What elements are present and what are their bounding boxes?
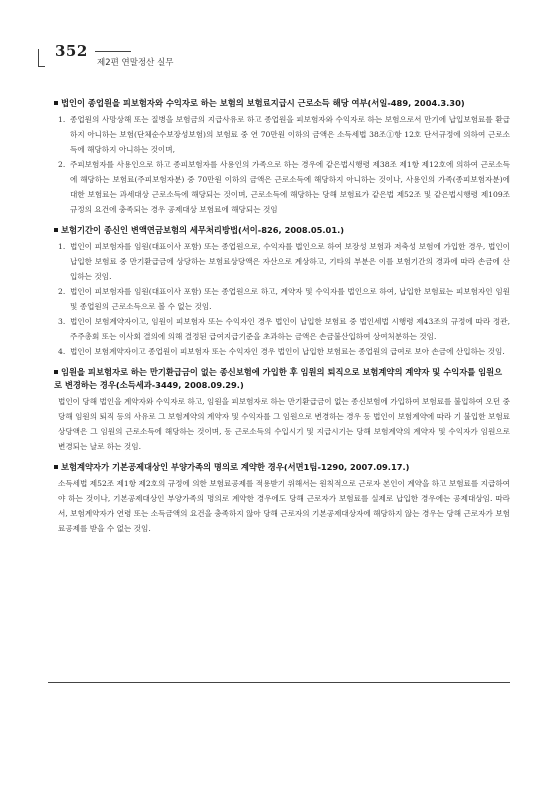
- entry-title-text: 법인이 종업원을 피보험자와 수익자로 하는 보험의 보험료지급시 근로소득 해당 여부(서일-489, 2004.3.30): [61, 98, 465, 108]
- list-item: [58, 284, 510, 314]
- entry-title: [54, 461, 510, 474]
- item-text: 종업원의 사망상해 또는 질병을 보험금의 지급사유로 하고 종업원을 피보험자와 수익자로 하는 보험으로서 만기에 납입보험료를 환급하지 아니하는 보험(단체순수보장성보험)의 보험료 중 연 70만원 이하의 금액은 소득세법 38조①항 12호 단서규정에 의하여 근로소득에 해당하지 아니하는 것이며,: [70, 115, 510, 154]
- entry-title: [54, 366, 510, 392]
- item-number: 4.: [58, 347, 66, 356]
- square-bullet-icon: [54, 465, 58, 469]
- square-bullet-icon: [54, 370, 58, 374]
- ruling-entry-4: [58, 461, 510, 536]
- square-bullet-icon: [54, 101, 58, 105]
- item-text: 법인이 피보험자를 임원(대표이사 포함) 또는 종업원으로 하고, 계약자 및 수익자를 법인으로 하여, 납입한 보험료는 피보험자인 임원 및 종업원의 근로소득으로 볼 수 없는 것임.: [70, 287, 510, 311]
- document-body: [54, 97, 510, 543]
- numbered-list: [58, 239, 510, 359]
- header-bracket-decoration: [38, 49, 45, 67]
- header-rule: [95, 51, 131, 52]
- numbered-list: [58, 112, 510, 217]
- list-item: [58, 112, 510, 157]
- bottom-divider: [48, 682, 510, 683]
- entry-body: 소득세법 제52조 제1항 제2호의 규정에 의한 보험료공제를 적용받기 위해서는 원칙적으로 근로자 본인이 계약을 하고 보험료를 지급하여야 하는 것이나, 기본공제대상인 부양가족의 명의로 계약한 경우에도 당해 근로자가 보험료를 실제로 납입한 경우에는 공제대상임. 따라서, 보험계약자가 연령 또는 소득금액의 요건을 충족하지 않아 당해 근로자의 기본공제대상자에 해당하지 않는 경우는 당해 근로자가 보험료공제를 받을 수 없는 것임.: [58, 479, 510, 533]
- item-number: 2.: [58, 160, 66, 169]
- item-number: 2.: [58, 287, 66, 296]
- ruling-entry-3: [54, 366, 510, 454]
- list-item: [58, 314, 510, 344]
- item-number: 1.: [58, 242, 66, 251]
- item-text: 법인이 보험계약자이고, 임원이 피보험자 또는 수익자인 경우 법인이 납입한 보험료 중 법인세법 시행령 제43조의 규정에 따라 정관, 주주총회 또는 이사회 결의에 의해 결정된 급여지급기준을 초과하는 금액은 손금불산입하여 상여처분하는 것임.: [70, 317, 510, 341]
- page-header: [38, 40, 518, 70]
- entry-body: 법인이 당해 법인을 계약자와 수익자로 하고, 임원을 피보험자로 하는 만기환급금이 없는 종신보험에 가입하여 보험료를 불입하여 오던 중 당해 임원의 퇴직 등의 사유로 그 보험계약의 계약자 및 수익자를 그 임원으로 변경하는 경우 동 법인이 보험계약에 따라 기 불입한 보험료상당액은 그 임원의 근로소득에 해당하는 것이며, 동 근로소득의 수입시기 및 지급시기는 당해 보험계약의 계약자 및 수익자가 임원으로 변경되는 날로 하는 것임.: [58, 397, 510, 451]
- ruling-entry-1: [58, 97, 510, 217]
- list-item: [58, 344, 510, 359]
- item-text: 주피보험자를 사용인으로 하고 종피보험자를 사용인의 가족으로 하는 경우에 같은법시행령 제38조 제1항 제12호에 의하여 근로소득에 해당하는 보험료(주피보험자분) 중 70만원 이하의 금액은 근로소득에 해당하지 아니하는 것이나, 사용인의 가족(종피보험자분)에 대한 보험료는 과세대상 근로소득에 해당되는 것이며, 근로소득에 해당하는 당해 보험료가 같은법 제52조 및 같은법시행령 제109조 규정의 요건에 충족되는 경우 공제대상 보험료에 해당되는 것임: [70, 160, 510, 214]
- list-item: [58, 157, 510, 217]
- item-number: 3.: [58, 317, 66, 326]
- entry-title-text: 보험계약자가 기본공제대상인 부양가족의 명의로 계약한 경우(서면1팀-1290, 2007.09.17.): [61, 462, 410, 472]
- section-title: 제2편 연말정산 실무: [97, 58, 174, 68]
- entry-title-text: 보험기간이 종신인 변액연금보험의 세무처리방법(서이-826, 2008.05.01.): [61, 225, 345, 235]
- item-number: 1.: [58, 115, 66, 124]
- ruling-entry-2: [58, 224, 510, 359]
- item-text: 법인이 피보험자를 임원(대표이사 포함) 또는 종업원으로, 수익자를 법인으로 하여 보장성 보험과 저축성 보험에 가입한 경우, 법인이 납입한 보험료 중 만기환급금에 상당하는 보험료상당액은 자산으로 계상하고, 기타의 부분은 이를 보험기간의 경과에 따라 손금에 산입하는 것임.: [70, 242, 510, 281]
- entry-title-text: 임원을 피보험자로 하는 만기환급금이 없는 종신보험에 가입한 후 임원의 퇴직으로 보험계약의 계약자 및 수익자를 임원으로 변경하는 경우(소득세과-3449, 2008.09.29.): [54, 367, 503, 390]
- list-item: [58, 239, 510, 284]
- square-bullet-icon: [54, 228, 58, 232]
- page-number: 352: [55, 42, 88, 60]
- entry-title: [54, 224, 510, 237]
- item-text: 법인이 보험계약자이고 종업원이 피보험자 또는 수익자인 경우 법인이 납입한 보험료는 종업원의 급여로 보아 손금에 산입하는 것임.: [70, 347, 505, 356]
- entry-title: [54, 97, 510, 110]
